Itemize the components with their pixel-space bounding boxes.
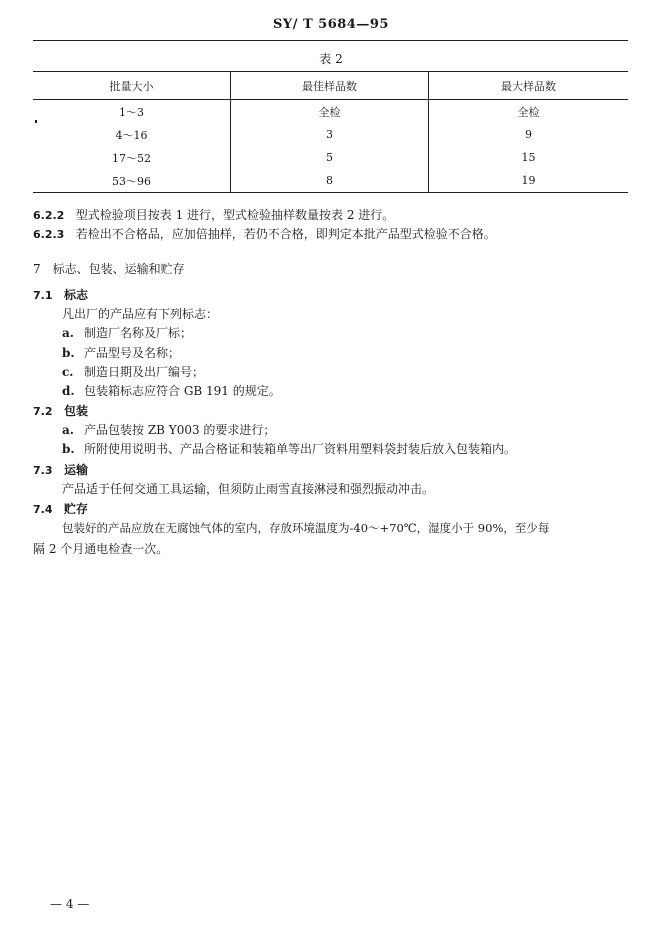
- item-letter: b.: [62, 346, 75, 360]
- section-7-4-heading: [33, 501, 88, 518]
- clause-text: 型式检验项目按表 1 进行，型式检验抽样数量按表 2 进行。: [75, 208, 395, 222]
- item-letter: c.: [62, 365, 74, 379]
- table-cell: 全检: [231, 100, 429, 124]
- table-cell: 8: [231, 169, 429, 193]
- item-letter: d.: [62, 384, 75, 398]
- column-header-max-samples: 最大样品数: [429, 72, 629, 100]
- list-item: [62, 325, 192, 341]
- section-7-heading: 7 标志、包装、运输和贮存: [33, 262, 185, 276]
- table-cell: 17～52: [112, 151, 151, 165]
- clause-6-2-2: [33, 207, 394, 224]
- section-7-1-intro: 凡出厂的产品应有下列标志：: [62, 307, 219, 321]
- table-cell: 19: [429, 169, 629, 193]
- item-text: 产品包装按 ZB Y003 的要求进行；: [84, 423, 276, 437]
- header-rule: [33, 40, 628, 41]
- clause-text: 若检出不合格品，应加倍抽样，若仍不合格，即判定本批产品型式检验不合格。: [75, 227, 496, 241]
- scan-speck: [35, 120, 37, 123]
- table-cell: 53～96: [33, 169, 231, 193]
- table-cell: 5: [231, 146, 429, 169]
- table-row: [33, 100, 628, 124]
- section-title: 标志: [63, 288, 88, 302]
- table-cell: 1～3: [119, 105, 144, 119]
- item-letter: a.: [62, 423, 74, 437]
- section-title: 运输: [63, 463, 88, 477]
- table-row: [33, 169, 628, 193]
- item-text: 制造日期及出厂编号；: [84, 365, 205, 379]
- list-item: [62, 364, 204, 380]
- item-text: 制造厂名称及厂标；: [84, 326, 193, 340]
- table-cell: 3: [231, 123, 429, 146]
- table-cell: 9: [429, 123, 629, 146]
- section-number: 7.2: [33, 405, 53, 418]
- item-text: 产品型号及名称；: [84, 346, 181, 360]
- list-item: [62, 441, 516, 457]
- section-7-4-text-line-2: 隔 2 个月通电检查一次。: [33, 542, 169, 556]
- table-caption: 表 2: [319, 52, 343, 66]
- table-row: [33, 123, 628, 146]
- list-item: [62, 383, 281, 399]
- section-7-3-text: 产品适于任何交通工具运输，但须防止雨雪直接淋浸和强烈振动冲击。: [62, 482, 435, 496]
- section-number: 7.3: [33, 464, 53, 477]
- section-7-1-heading: [33, 287, 88, 304]
- column-header-optimal-samples: 最佳样品数: [231, 72, 429, 100]
- section-7-4-text-line-1: 包装好的产品应放在无腐蚀气体的室内，存放环境温度为-40～+70℃，湿度小于 90%，至少每: [62, 521, 550, 535]
- section-title: 贮存: [63, 502, 88, 516]
- column-header-lot-size: 批量大小: [33, 72, 231, 100]
- table-cell: 全检: [429, 100, 629, 124]
- table-cell: 4～16: [115, 128, 148, 142]
- section-7-2-heading: [33, 403, 88, 420]
- section-number: 7.1: [33, 289, 53, 302]
- page-number: — 4 —: [50, 897, 90, 911]
- section-number: 7.4: [33, 503, 53, 516]
- clause-number: 6.2.2: [33, 209, 65, 222]
- sampling-table: [33, 71, 628, 193]
- list-item: [62, 345, 180, 361]
- section-title: 包装: [63, 404, 88, 418]
- item-letter: b.: [62, 442, 75, 456]
- table-header-row: [33, 72, 628, 100]
- list-item: [62, 422, 275, 438]
- section-7-3-heading: [33, 462, 88, 479]
- table-cell: 15: [429, 146, 629, 169]
- item-letter: a.: [62, 326, 74, 340]
- clause-number: 6.2.3: [33, 228, 65, 241]
- item-text: 包装箱标志应符合 GB 191 的规定。: [84, 384, 281, 398]
- item-text: 所附使用说明书、产品合格证和装箱单等出厂资料用塑料袋封装后放入包装箱内。: [84, 442, 517, 456]
- standard-code: SY/ T 5684—95: [273, 17, 389, 32]
- clause-6-2-3: [33, 226, 496, 243]
- table-row: [33, 146, 628, 169]
